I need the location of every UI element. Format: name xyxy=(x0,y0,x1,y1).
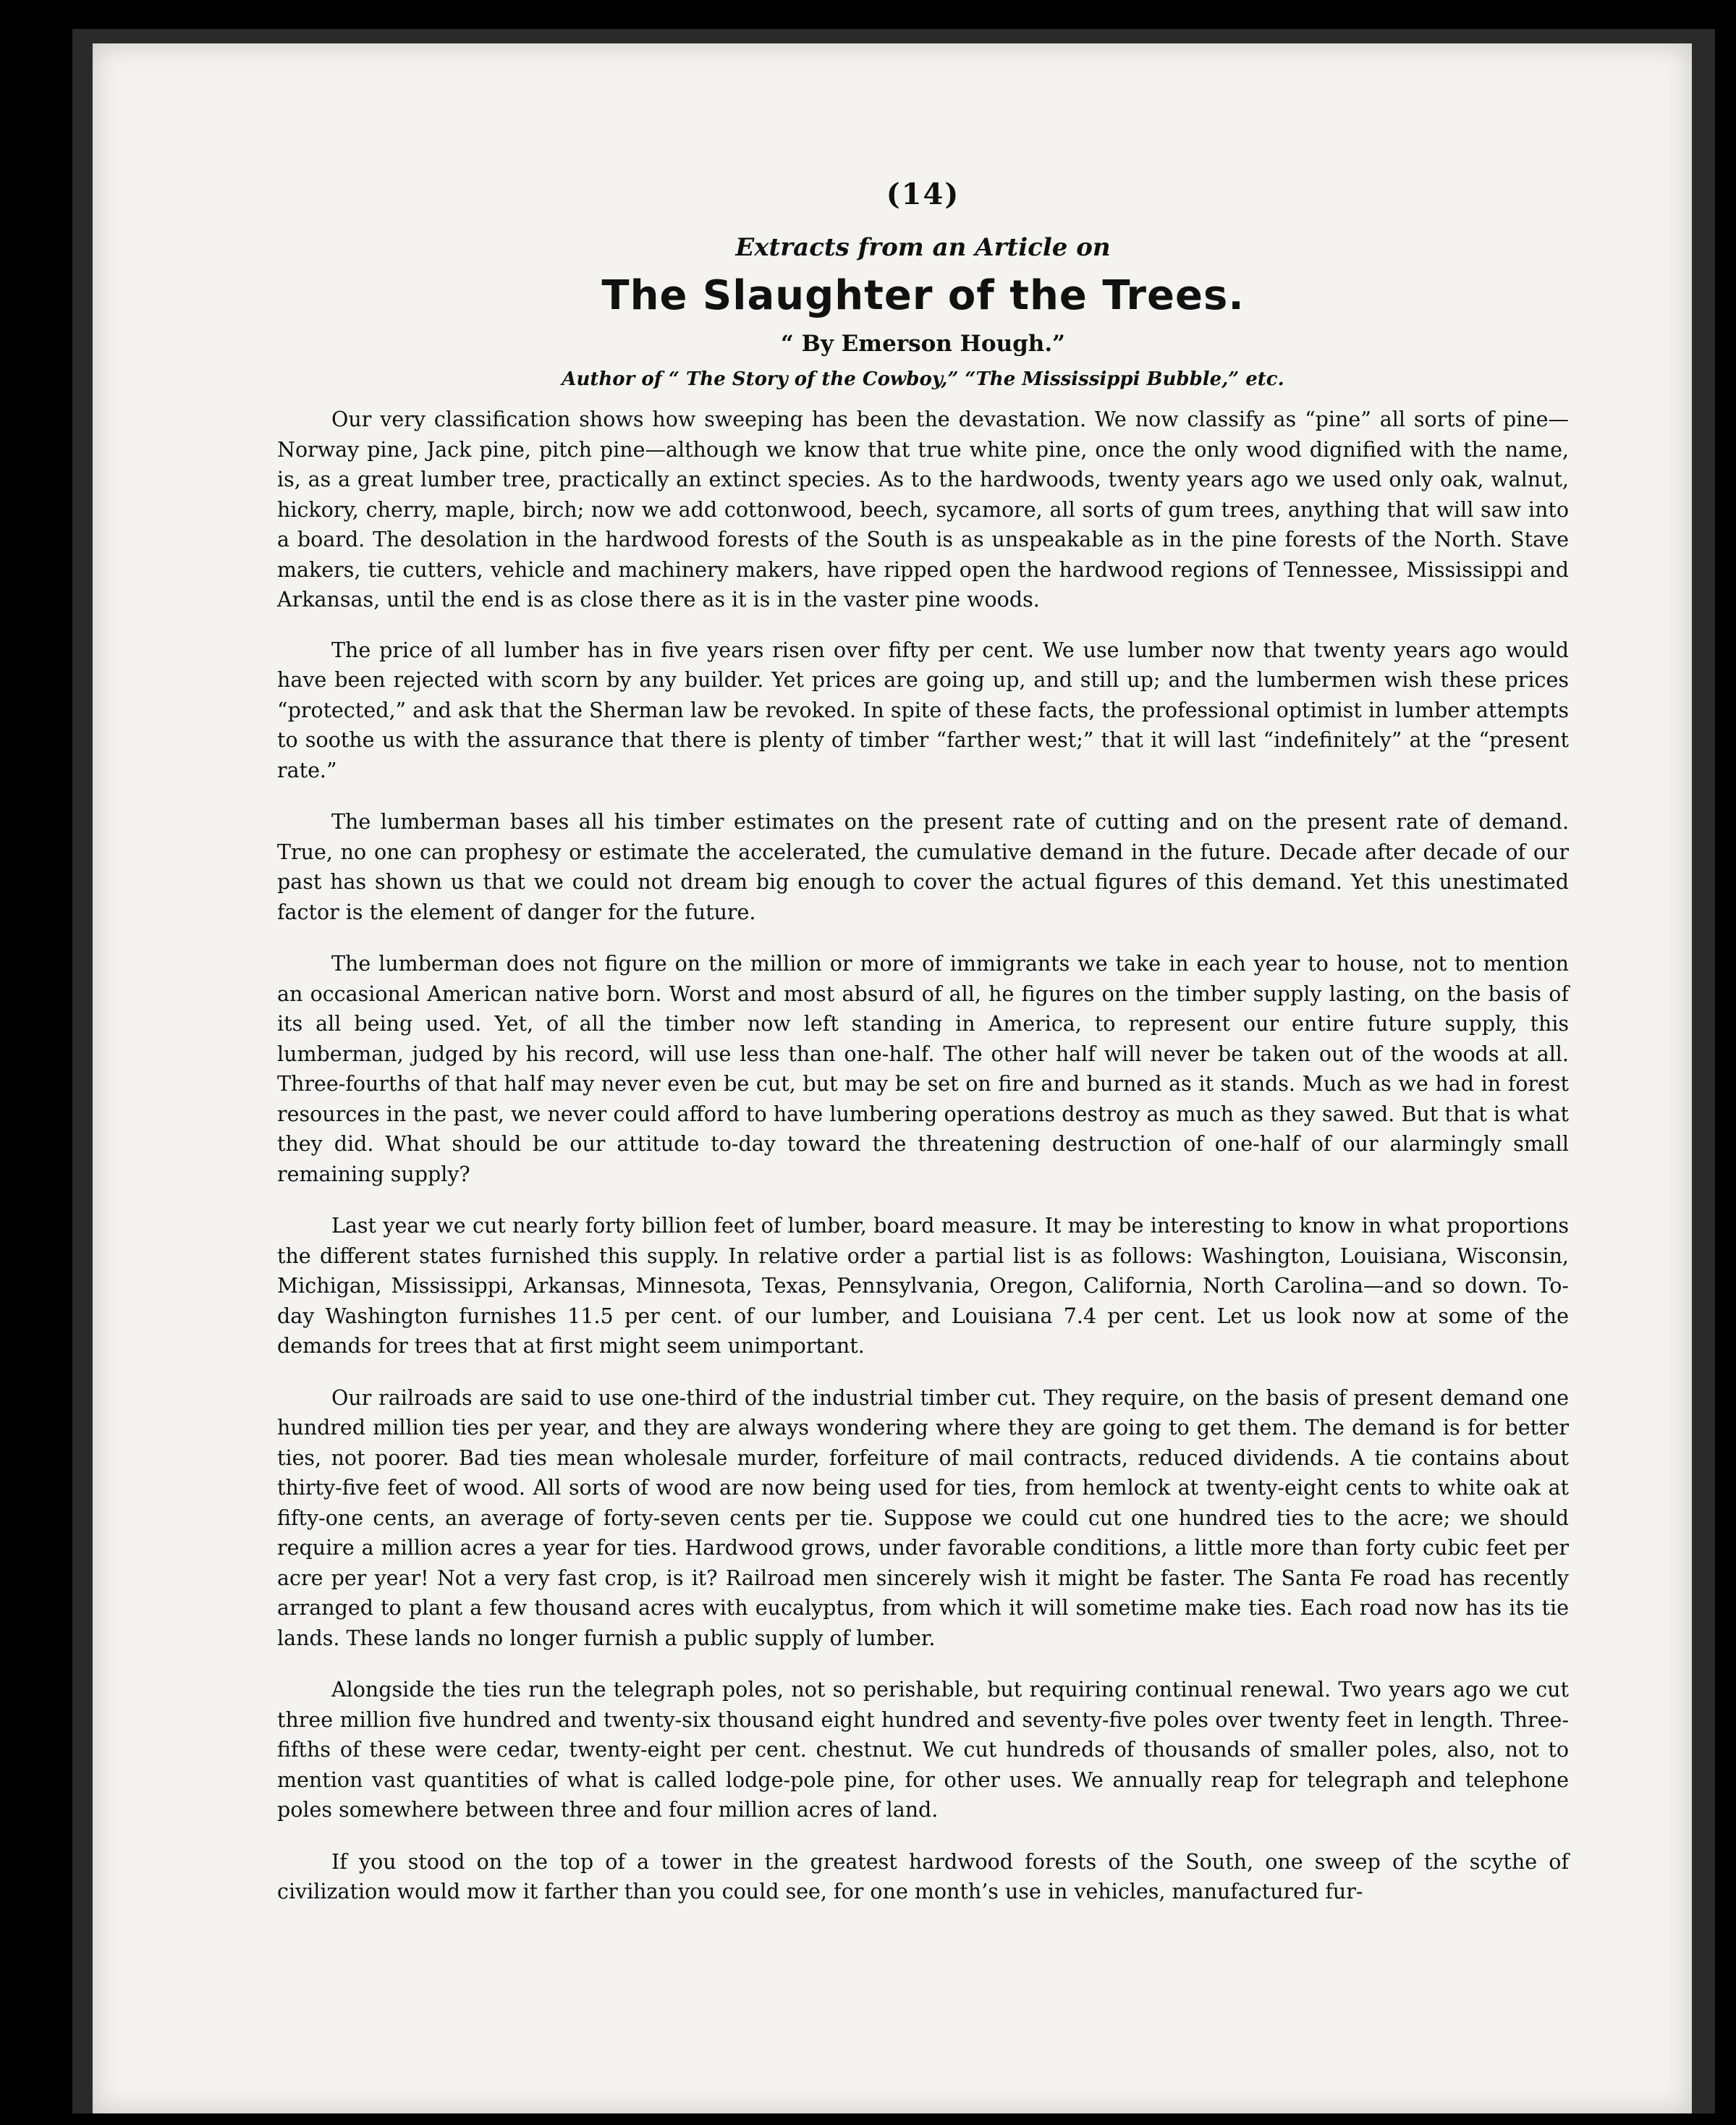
paragraph-1: Our very classification shows how sweeping has been the devastation. We now classify as “pine” all sorts of pine—Norway pine, Jack pine, pitch pine—although we know that true white pine, once the only wood dignified with the name, is, as a great lumber tree, practically an extinct species. As to the hardwoods, twenty years ago we used only oak, walnut, hickory, cherry, maple, birch; now we add cottonwood, beech, sycamore, all sorts of gum trees, anything that will saw into a board. The desolation in the hardwood forests of the South is as unspeakable as in the pine forests of the North. Stave makers, tie cutters, vehicle and machinery makers, have ripped open the hardwood regions of Tennessee, Mississippi and Arkansas, until the end is as close there as it is in the vaster pine woods. xyxy=(277,407,1569,612)
paragraph-2: The price of all lumber has in five years risen over fifty per cent. We use lumber now that twenty years ago would have been rejected with scorn by any builder. Yet prices are going up, and still up; and the lumbermen wish these prices “protected,” and ask that the Sherman law be revoked. In spite of these facts, the professional optimist in lumber attempts to soothe us with the assurance that there is plenty of timber “farther west;” that it will last “indefinitely” at the “present rate.” xyxy=(277,638,1569,782)
paragraph-3: The lumberman bases all his timber estimates on the present rate of cutting and on the present rate of demand. True, no one can prophesy or estimate the accelerated, the cumulative demand in the future. Decade after decade of our past has shown us that we could not dream big enough to cover the actual figures of this demand. Yet this unestimated factor is the element of danger for the future. xyxy=(277,810,1569,924)
article-byline: “ By Emerson Hough.” xyxy=(781,331,1065,357)
paragraph-6: Our railroads are said to use one-third of the industrial timber cut. They require, on the basis of present demand one hundred million ties per year, and they are always wondering where they are going to get them. The demand is for better ties, not poorer. Bad ties mean wholesale murder, forfeiture of mail contracts, reduced dividends. A tie contains about thirty-five feet of wood. All sorts of wood are now being used for ties, from hemlock at twenty-eight cents to white oak at fifty-one cents, an average of forty-seven cents per tie. Suppose we could cut one hundred ties to the acre; we should require a million acres a year for ties. Hardwood grows, under favorable conditions, a little more than forty cubic feet per acre per year! Not a very fast crop, is it? Railroad men sincerely wish it might be faster. The Santa Fe road has recently arranged to plant a few thousand acres with eucalyptus, from which it will sometime make ties. Each road now has its tie lands. These lands no longer furnish a public supply of lumber. xyxy=(277,1385,1569,1650)
paragraph-4: The lumberman does not figure on the million or more of immigrants we take in each year to house, not to mention an occasional American native born. Worst and most absurd of all, he figures on the timber supply lasting, on the basis of its all being used. Yet, of all the timber now left standing in America, to represent our entire future supply, this lumberman, judged by his record, will use less than one-half. The other half will never be taken out of the woods at all. Three-fourths of that half may never even be cut, but may be set on fire and burned as it stands. Much as we had in forest resources in the past, we never could afford to have lumbering operations destroy as much as they sawed. But that is what they did. What should be our attitude to-day toward the threatening destruction of one-half of our alarmingly small remaining supply? xyxy=(277,952,1569,1186)
article-kicker: Extracts from an Article on xyxy=(735,233,1111,262)
paragraph-8: If you stood on the top of a tower in the greatest hardwood forests of the South, one sweep of the scythe of civilization would mow it farther than you could see, for one month’s use in vehicles, manufactured fur- xyxy=(277,1849,1569,1904)
article-title: The Slaughter of the Trees. xyxy=(601,272,1245,319)
paragraph-5: Last year we cut nearly forty billion feet of lumber, board measure. It may be interesting to know in what proportions the different states furnished this supply. In relative order a partial list is as follows: Washington, Louisiana, Wisconsin, Michigan, Mississippi, Arkansas, Minnesota, Texas, Pennsylvania, Oregon, California, North Carolina—and so down. To-day Washington furnishes 11.5 per cent. of our lumber, and Louisiana 7.4 per cent. Let us look now at some of the demands for trees that at first might seem unimportant. xyxy=(277,1214,1569,1358)
document-page xyxy=(93,43,1692,2113)
paragraph-7: Alongside the ties run the telegraph poles, not so perishable, but requiring continual renewal. Two years ago we cut three million five hundred and twenty-six thousand eight hundred and seventy-five poles over twenty feet in length. Three-fifths of these were cedar, twenty-eight per cent. chestnut. We cut hundreds of thousands of smaller poles, also, not to mention vast quantities of what is called lodge-pole pine, for other uses. We annually reap for telegraph and telephone poles somewhere between three and four million acres of land. xyxy=(277,1678,1569,1822)
page-number: (14) xyxy=(886,177,960,211)
article-body xyxy=(277,405,1569,1907)
author-note: Author of “ The Story of the Cowboy,” “The Mississippi Bubble,” etc. xyxy=(562,368,1284,390)
